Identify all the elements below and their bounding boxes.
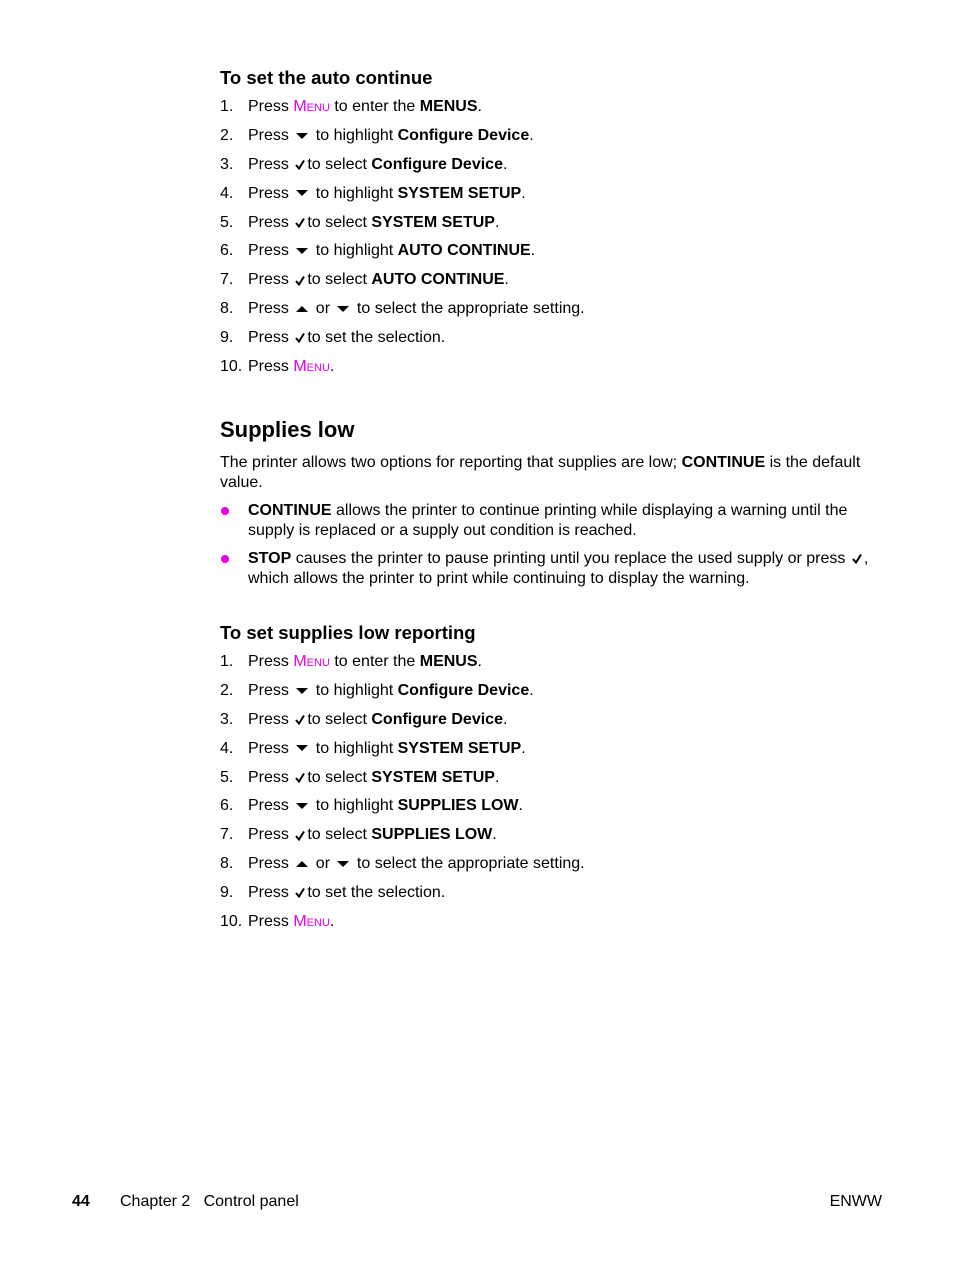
text-run: to enter the [329,653,420,670]
down-arrow-icon [296,132,308,140]
step-item [220,652,870,681]
down-arrow-icon [337,860,349,868]
text-run: to select [307,768,372,786]
step-number: 9. [220,884,234,902]
bold-term: MENUS [419,653,478,670]
bold-term: AUTO CONTINUE [371,271,505,289]
step-item [220,681,870,710]
text-run: Press [248,913,294,931]
bold-term: SYSTEM SETUP [371,768,495,786]
text-run: Press [248,739,294,757]
text-run: Press [248,358,294,376]
text-run: to set the selection. [307,329,446,347]
text-run: to select the appropriate setting. [352,855,585,873]
step-text [248,912,334,932]
step-number: 5. [220,768,234,786]
text-run: . [529,681,534,699]
step-text [248,796,523,816]
bold-term: CONTINUE [248,502,332,519]
bold-term: Configure Device [397,126,530,144]
step-number: 9. [220,329,234,347]
text-run: causes the printer to pause printing until you replace the used supply or press [291,550,850,567]
page-number: 44 [72,1193,90,1210]
text-run: or [311,855,335,873]
step-number: 6. [220,797,234,815]
checkmark-icon [295,830,305,841]
text-run: allows the printer to continue printing while displaying a warning until the supply is replaced or a supply out condition is reached. [248,502,848,539]
step-item [220,739,870,768]
chapter-label: Chapter 2 Control panel [120,1193,299,1210]
text-run: to highlight [311,797,398,815]
footer-brand: ENWW [829,1193,882,1210]
bold-term: Configure Device [397,681,530,699]
step-text [248,652,482,672]
step-text [248,270,509,290]
step-item [220,97,870,126]
text-run: to select the appropriate setting. [352,300,585,318]
supplies-low-intro [220,453,870,492]
text-run: Press [248,329,294,347]
text-run: Press [248,855,294,873]
bullet-dot-icon [221,507,229,515]
step-text [248,241,535,261]
step-item [220,796,870,825]
text-run: , which allows the printer to print while continuing to display the warning. [248,550,869,587]
checkmark-icon [295,772,305,783]
text-run: or [311,300,335,318]
step-text [248,299,585,319]
text-run: . [492,826,497,844]
text-run: to select [307,710,372,728]
supplies-low-options [220,501,870,597]
text-run: Press [248,681,294,699]
step-number: 8. [220,855,234,873]
step-item [220,213,870,242]
bold-term: MENUS [419,98,478,115]
step-number: 1. [220,653,234,670]
text-run: . [477,98,482,115]
step-item [220,912,870,941]
text-run: to highlight [311,739,398,757]
section-heading-auto-continue: To set the auto continue [220,67,433,88]
step-number: 10. [220,358,243,376]
down-arrow-icon [296,687,308,695]
step-item [220,825,870,854]
text-run: to highlight [311,681,398,699]
text-run: Press [248,155,294,173]
step-number: 10. [220,913,243,931]
bold-term: SYSTEM SETUP [371,213,495,231]
text-run: . [329,913,335,931]
text-run: . [529,126,534,144]
supplies-low-reporting-steps [220,652,870,941]
step-text [248,328,445,348]
text-run: Press [248,710,294,728]
step-item [220,241,870,270]
step-number: 1. [220,98,234,115]
text-run: . [518,797,523,815]
down-arrow-icon [296,802,308,810]
bold-term: SYSTEM SETUP [397,184,522,202]
text-run: . [494,768,500,786]
bullet-item [220,501,870,540]
checkmark-icon [295,332,305,343]
step-text [248,97,482,117]
step-item [220,768,870,797]
text-run: Press [248,184,294,202]
section-heading-supplies-low-reporting: To set supplies low reporting [220,622,476,643]
text-run: . [329,358,335,376]
bold-term: SUPPLIES LOW [397,797,519,815]
step-text [248,184,526,204]
step-text [248,126,534,146]
text-run: Press [248,300,294,318]
checkmark-icon [295,887,305,898]
text-run: . [477,653,482,670]
menu-key-label: Menu [293,98,330,115]
text-run: to select [307,271,372,289]
step-number: 2. [220,126,234,144]
step-number: 7. [220,826,234,844]
step-text [248,825,497,845]
step-text [248,883,445,903]
step-item [220,328,870,357]
page-footer [72,1192,882,1212]
up-arrow-icon [296,860,308,868]
text-run: . [502,155,508,173]
checkmark-icon [295,159,305,170]
text-run: Press [248,797,294,815]
step-text [248,155,507,175]
down-arrow-icon [296,189,308,197]
bold-term: Configure Device [371,155,503,173]
step-number: 3. [220,155,234,173]
text-run: . [504,271,509,289]
step-item [220,854,870,883]
text-run: Press [248,884,294,902]
bold-term: SYSTEM SETUP [397,739,522,757]
text-run: to highlight [311,242,398,260]
bullet-dot-icon [221,555,229,563]
text-run: Press [248,98,294,115]
text-run: to select [307,155,372,173]
bold-term: SUPPLIES LOW [371,826,493,844]
step-item [220,299,870,328]
down-arrow-icon [296,247,308,255]
down-arrow-icon [337,305,349,313]
step-item [220,357,870,386]
checkmark-icon [852,553,862,564]
step-number: 3. [220,710,234,728]
step-text [248,854,585,874]
text-run: to select [307,213,372,231]
bullet-item [220,549,870,588]
step-number: 6. [220,242,234,260]
text-run: . [521,739,526,757]
bold-term: STOP [248,550,292,567]
text-run: to highlight [311,184,398,202]
step-text [248,681,534,701]
text-run: . [530,242,536,260]
step-item [220,883,870,912]
step-text [248,768,499,788]
bold-term: CONTINUE [681,454,766,471]
text-run: . [494,213,500,231]
text-run: to enter the [329,98,420,115]
step-number: 4. [220,184,234,202]
text-run: . [521,184,526,202]
bold-term: AUTO CONTINUE [397,242,531,260]
section-title-supplies-low: Supplies low [220,417,355,442]
step-text [248,357,334,377]
up-arrow-icon [296,305,308,313]
text-run: Press [248,768,294,786]
text-run: . [502,710,508,728]
text-run: Press [248,242,294,260]
step-item [220,184,870,213]
checkmark-icon [295,275,305,286]
text-run: Press [248,826,294,844]
text-run: to set the selection. [307,884,446,902]
step-text [248,213,499,233]
text-run: Press [248,213,294,231]
step-text [248,710,507,730]
menu-key-label: Menu [293,653,330,670]
checkmark-icon [295,714,305,725]
text-run: Press [248,126,294,144]
text-run: The printer allows two options for reporting that supplies are low; [220,454,682,471]
step-item [220,710,870,739]
step-item [220,126,870,155]
step-number: 8. [220,300,234,318]
step-number: 2. [220,681,234,699]
step-text [248,739,526,759]
step-item [220,155,870,184]
down-arrow-icon [296,744,308,752]
text-run: to select [307,826,372,844]
checkmark-icon [295,217,305,228]
text-run: Press [248,271,294,289]
step-number: 4. [220,739,234,757]
step-number: 7. [220,271,234,289]
bold-term: Configure Device [371,710,503,728]
text-run: is the default value. [220,454,861,491]
step-number: 5. [220,213,234,231]
menu-key-label: Menu [293,913,330,931]
text-run: Press [248,653,294,670]
step-item [220,270,870,299]
menu-key-label: Menu [293,358,330,376]
text-run: to highlight [311,126,398,144]
auto-continue-steps [220,97,870,386]
